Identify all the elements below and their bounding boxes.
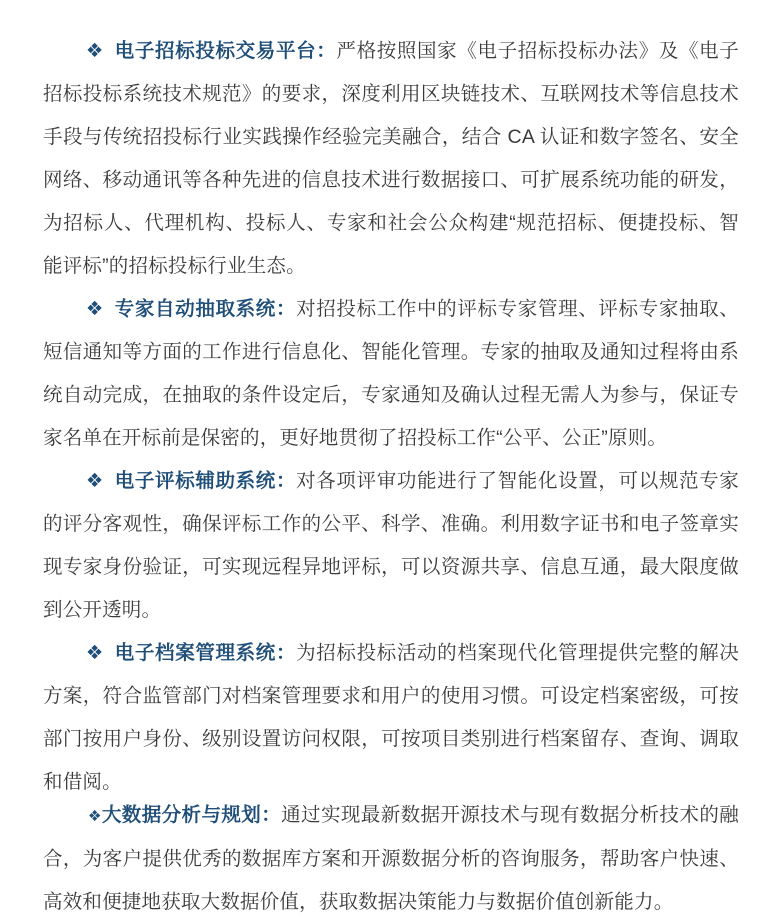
diamond-bullet-icon: ❖ bbox=[85, 298, 105, 320]
diamond-bullet-icon: ❖ bbox=[85, 642, 105, 664]
section-heading: 大数据分析与规划： bbox=[101, 804, 282, 826]
section-heading: 电子招标投标交易平台： bbox=[114, 40, 337, 62]
paragraph-expert-extraction bbox=[43, 288, 739, 460]
paragraph-bigdata-analysis bbox=[43, 794, 739, 924]
section-body: 为招标投标活动的档案现代化管理提供完整的解决方案，符合监管部门对档案管理要求和用户的使用习惯。可设定档案密级，可按部门按用户身份、级别设置访问权限，可按项目类别进行档案留存、查询、调取和借阅。 bbox=[43, 642, 739, 793]
section-body: 对招投标工作中的评标专家管理、评标专家抽取、短信通知等方面的工作进行信息化、智能化管理。专家的抽取及通知过程将由系统自动完成，在抽取的条件设定后，专家通知及确认过程无需人为参与，保证专家名单在开标前是保密的，更好地贯彻了招投标工作“公平、公正”原则。 bbox=[43, 298, 739, 449]
section-body: 对各项评审功能进行了智能化设置，可以规范专家的评分客观性，确保评标工作的公平、科学、准确。利用数字证书和电子签章实现专家身份验证，可实现远程异地评标，可以资源共享、信息互通，最大限度做到公开透明。 bbox=[43, 470, 739, 621]
diamond-bullet-icon: ❖ bbox=[87, 808, 102, 825]
section-body: 严格按照国家《电子招标投标办法》及《电子招标投标系统技术规范》的要求，深度利用区块链技术、互联网技术等信息技术手段与传统招投标行业实践操作经验完美融合，结合 CA 认证和数字签名、安全网络、移动通讯等各种先进的信息技术进行数据接口、可扩展系统功能的研发，为招标人、代理机构、投标人、专家和社会公众构建“规范招标、便捷投标、智能评标”的招标投标行业生态。 bbox=[43, 40, 739, 277]
paragraph-earchive-management bbox=[43, 632, 739, 804]
section-heading: 电子档案管理系统： bbox=[114, 642, 297, 664]
diamond-bullet-icon: ❖ bbox=[85, 40, 105, 62]
section-heading: 电子评标辅助系统： bbox=[114, 470, 297, 492]
section-heading: 专家自动抽取系统： bbox=[114, 298, 297, 320]
paragraph-ebidding-platform bbox=[43, 30, 739, 288]
paragraph-evaluation-assist bbox=[43, 460, 739, 632]
section-body: 通过实现最新数据开源技术与现有数据分析技术的融合，为客户提供优秀的数据库方案和开源数据分析的咨询服务，帮助客户快速、高效和便捷地获取大数据价值，获取数据决策能力与数据价值创新能力。 bbox=[43, 804, 739, 913]
diamond-bullet-icon: ❖ bbox=[85, 470, 105, 492]
